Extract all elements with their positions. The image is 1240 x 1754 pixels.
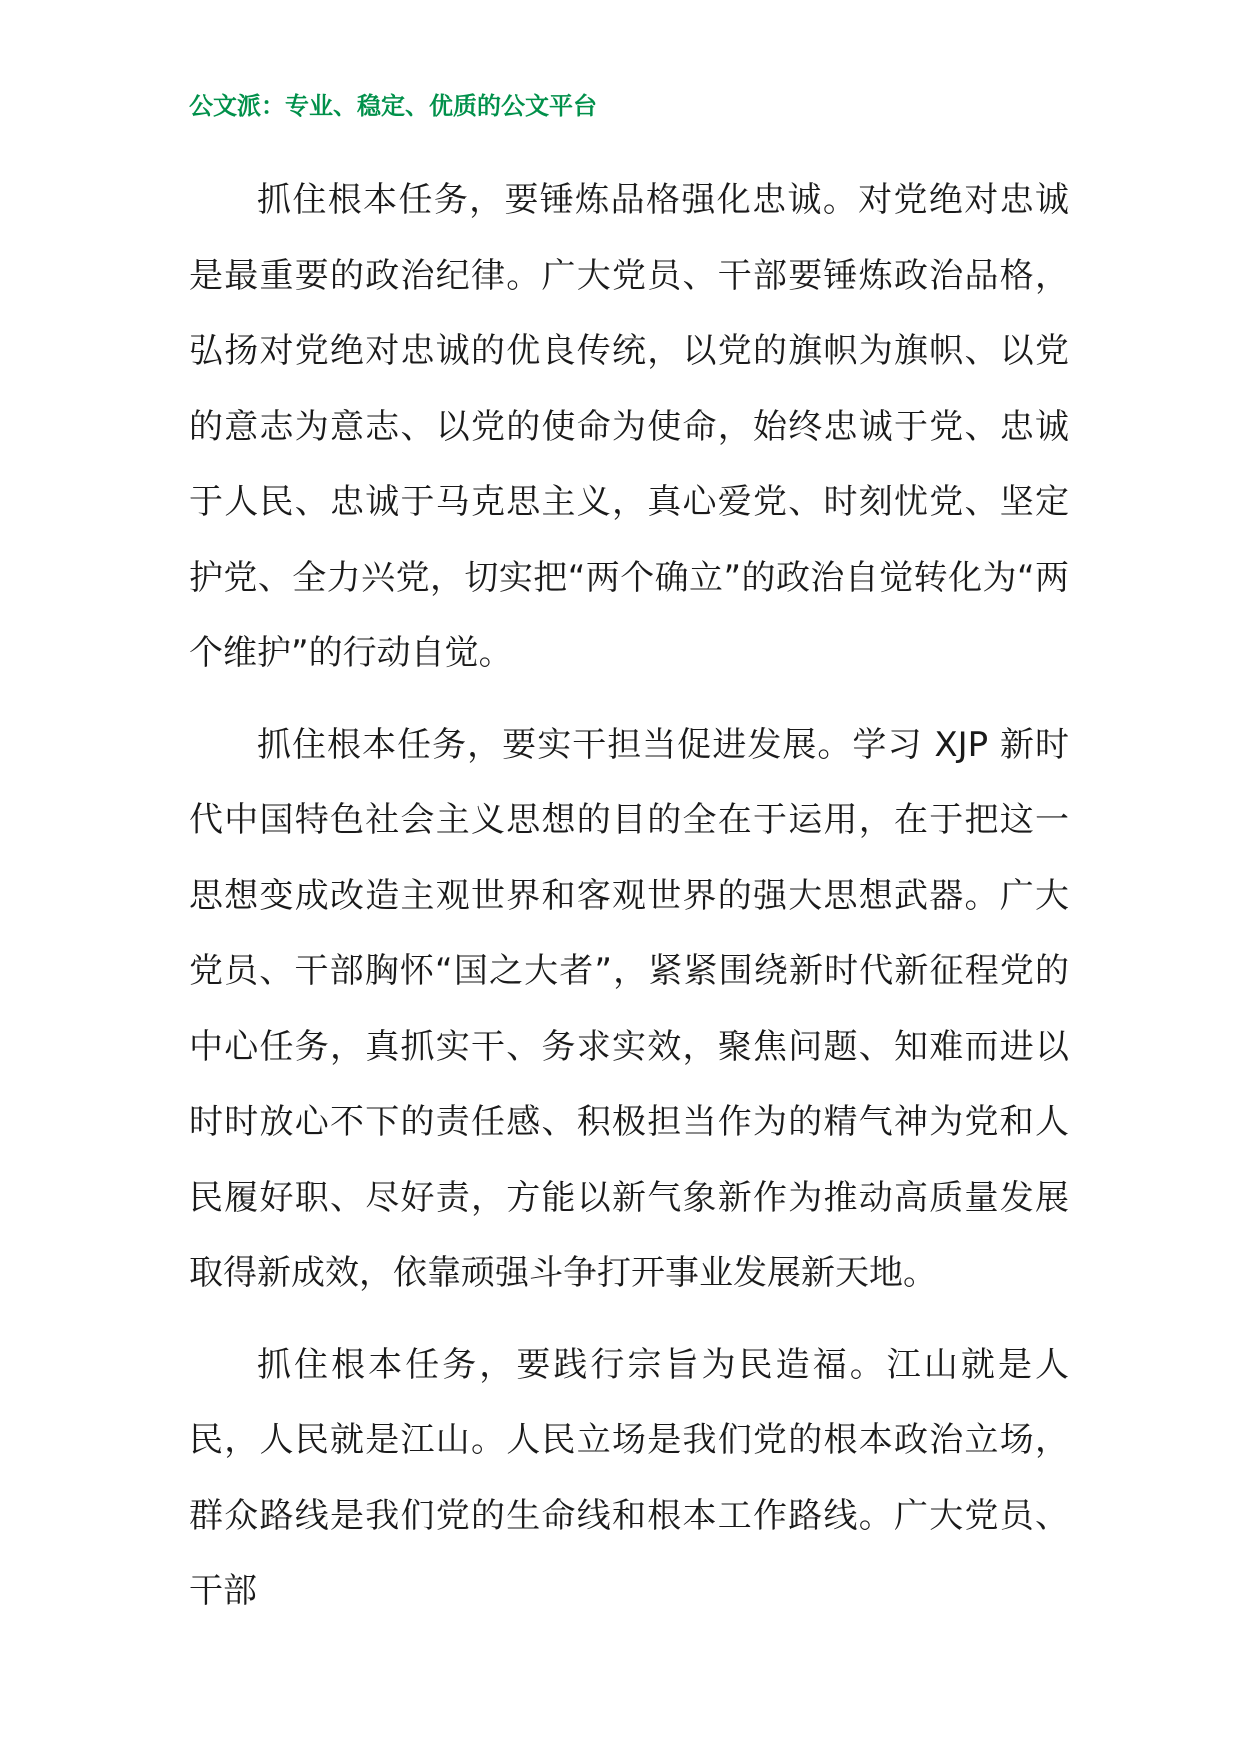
paragraph-3: 抓住根本任务，要践行宗旨为民造福。江山就是人民，人民就是江山。人民立场是我们党的根本政治立场，群众路线是我们党的生命线和根本工作路线。广大党员、干部 <box>189 1344 1069 1611</box>
site-header: 公文派：专业、稳定、优质的公文平台 <box>189 91 597 120</box>
document-body <box>189 163 1069 1646</box>
paragraph-2: 抓住根本任务，要实干担当促进发展。学习 XJP 新时代中国特色社会主义思想的目的全在于运用，在于把这一思想变成改造主观世界和客观世界的强大思想武器。广大党员、干部胸怀“国之大者”，紧紧围绕新时代新征程党的中心任务，真抓实干、务求实效，聚焦问题、知难而进以时时放心不下的责任感、积极担当作为的精气神为党和人民履好职、尽好责，方能以新气象新作为推动高质量发展取得新成效，依靠顽强斗争打开事业发展新天地。 <box>189 724 1069 1293</box>
paragraph-1: 抓住根本任务，要锤炼品格强化忠诚。对党绝对忠诚是最重要的政治纪律。广大党员、干部要锤炼政治品格，弘扬对党绝对忠诚的优良传统，以党的旗帜为旗帜、以党的意志为意志、以党的使命为使命，始终忠诚于党、忠诚于人民、忠诚于马克思主义，真心爱党、时刻忧党、坚定护党、全力兴党，切实把“两个确立”的政治自觉转化为“两个维护”的行动自觉。 <box>189 180 1069 673</box>
